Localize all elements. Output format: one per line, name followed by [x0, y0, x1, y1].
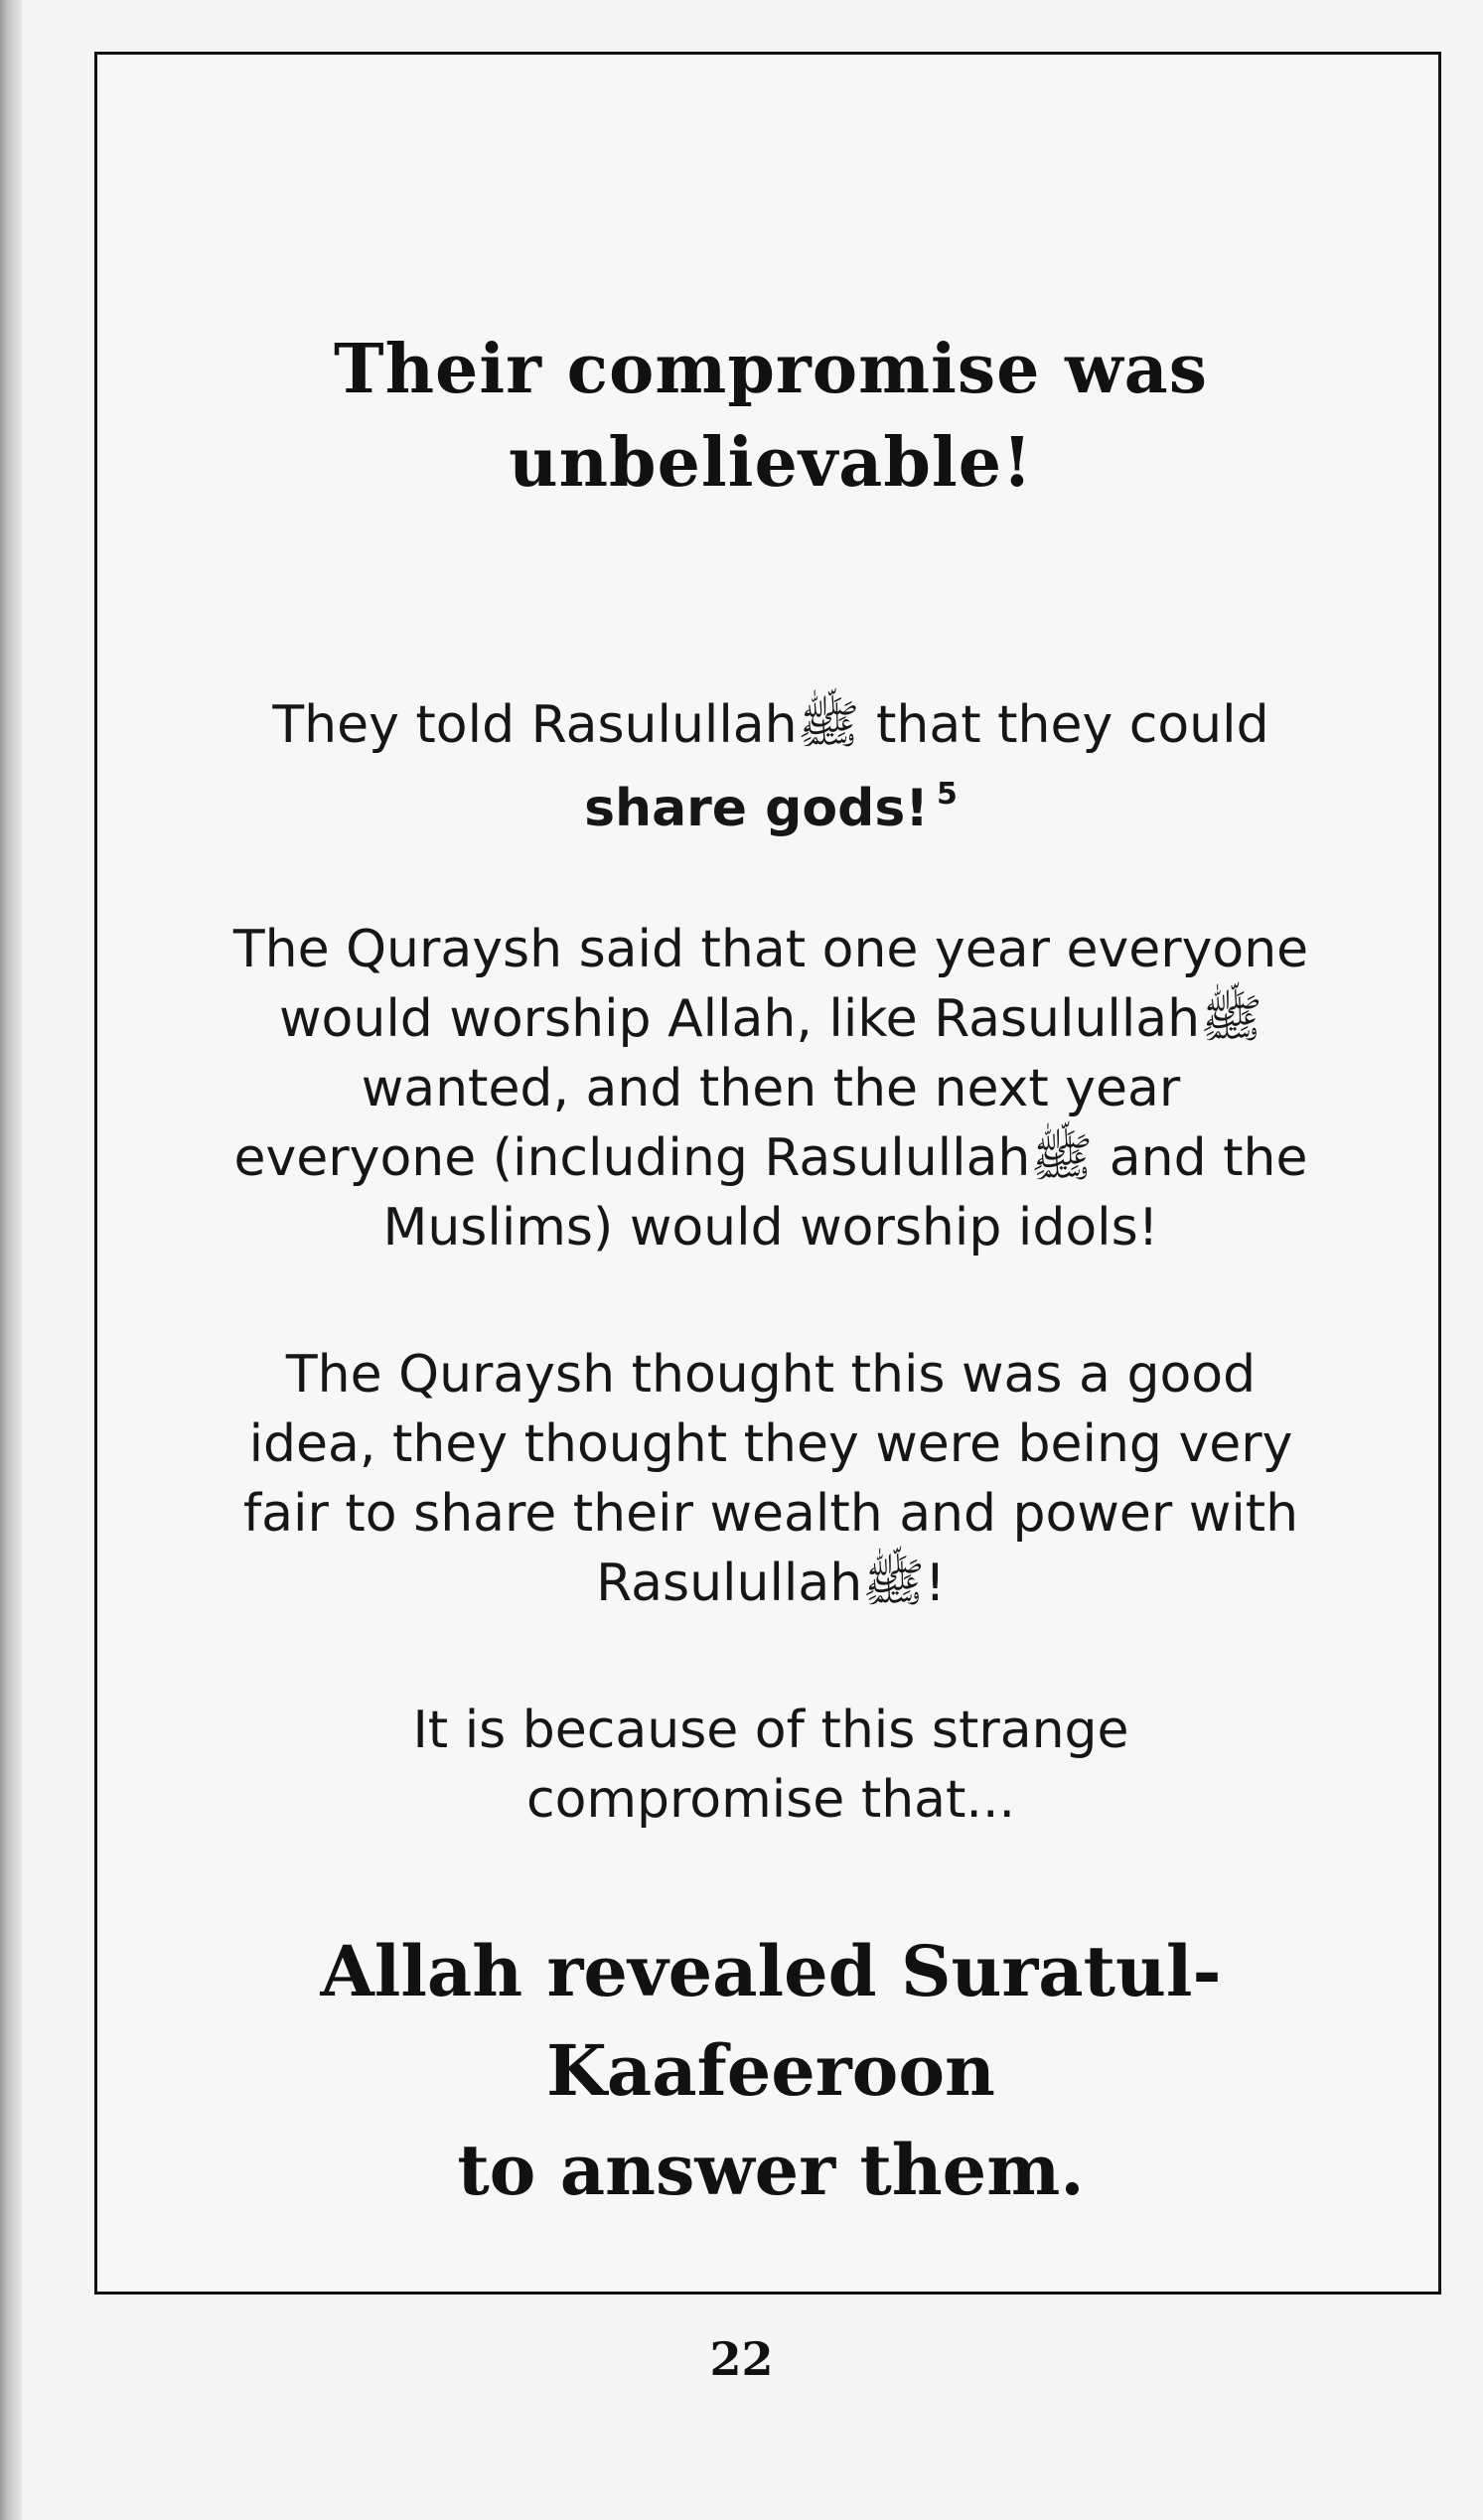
bold-phrase: share gods! [584, 779, 930, 838]
paragraph-line: would worship Allah, like Rasulullahﷺ [279, 989, 1262, 1049]
footnote-marker: 5 [937, 777, 958, 812]
paragraph-line: fair to share their wealth and power with [242, 1484, 1299, 1544]
closing-statement [97, 1922, 1444, 2220]
paragraph-line: The Quraysh said that one year everyone [232, 920, 1309, 979]
paragraph-quraysh-thought [157, 1340, 1385, 1618]
paragraph-line: everyone (including Rasulullahﷺ and the [233, 1128, 1308, 1188]
closing-line-1: Allah revealed Suratul-Kaafeeroon [320, 1930, 1222, 2112]
paragraph-line: Rasulullahﷺ! [596, 1554, 946, 1613]
content-frame [94, 52, 1441, 2295]
paragraph-line: The Quraysh thought this was a good [285, 1345, 1257, 1405]
page-heading [97, 323, 1444, 510]
book-spine-shadow [0, 0, 22, 2520]
paragraph-line: It is because of this strange [412, 1701, 1129, 1760]
heading-line-2: unbelievable! [509, 423, 1033, 503]
paragraph-line: They told Rasulullahﷺ that they could [272, 695, 1269, 755]
paragraph-line-emphasis [157, 760, 1385, 843]
paragraph-quraysh-proposal [157, 915, 1385, 1262]
page-number: 22 [709, 2332, 774, 2386]
paragraph-line: Muslims) would worship idols! [382, 1198, 1159, 1258]
paragraph-line: idea, they thought they were being very [248, 1414, 1293, 1474]
paragraph-strange-compromise [157, 1696, 1385, 1835]
heading-line-1: Their compromise was [334, 330, 1208, 409]
paragraph-share-gods [157, 690, 1385, 843]
paragraph-line: wanted, and then the next year [361, 1059, 1181, 1118]
closing-line-2: to answer them. [457, 2129, 1085, 2211]
paragraph-line: compromise that... [525, 1770, 1016, 1830]
